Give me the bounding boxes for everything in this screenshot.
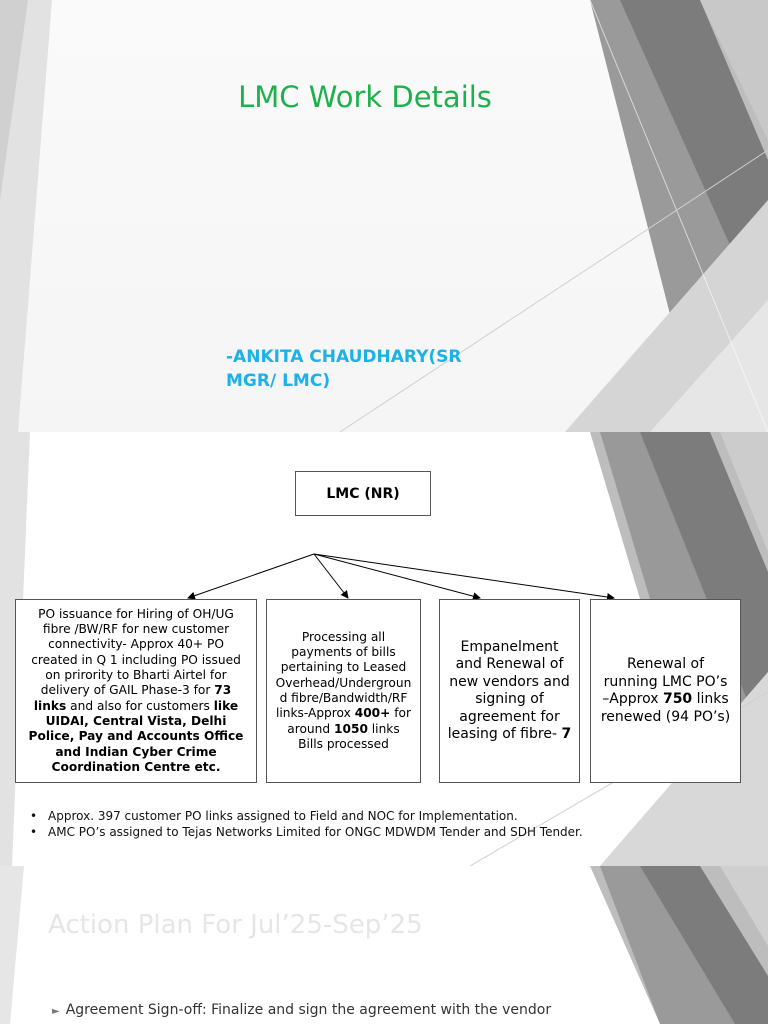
author-line: MGR/ LMC) <box>226 371 331 391</box>
slide-title: Action Plan For Jul’25-Sep’25 <box>48 910 423 940</box>
bullet-item: • AMC PO’s assigned to Tejas Networks Limited for ONGC MDWDM Tender and SDH Tender. <box>28 824 748 840</box>
bullet-item: • Approx. 397 customer PO links assigned to Field and NOC for Implementation. <box>28 808 748 824</box>
facet-background <box>0 866 768 1024</box>
author-line: -ANKITA CHAUDHARY(SR <box>226 347 462 367</box>
renewal-box: Renewal of running LMC PO’s –Approx 750 links renewed (94 PO’s) <box>590 599 741 783</box>
summary-bullets <box>28 808 748 840</box>
empanelment-box: Empanelment and Renewal of new vendors and signing of agreement for leasing of fibre- 7 <box>439 599 580 783</box>
root-node-box: LMC (NR) <box>295 471 431 516</box>
bullet-arrow-icon: ► <box>52 1006 60 1017</box>
title-slide <box>0 0 768 432</box>
action-item: ► Agreement Sign-off: Finalize and sign the agreement with the vendor <box>52 1002 552 1018</box>
po-issuance-box: PO issuance for Hiring of OH/UG fibre /BW/RF for new customer connectivity- Approx 40+ PO created in Q 1 including PO issued on prirority to Bharti Airtel for delivery of GAIL Phase-3 for 73 links and also for customers like UIDAI, Central Vista, Delhi Police, Pay and Accounts Office and Indian Cyber Crime Coordination Centre etc. <box>15 599 257 783</box>
action-plan-slide <box>0 866 768 1024</box>
bill-processing-box: Processing all payments of bills pertaining to Leased Overhead/Undergroun d fibre/Bandwidth/RF links-Approx 400+ for around 1050 links Bills processed <box>266 599 421 783</box>
work-details-slide <box>0 432 768 866</box>
author-name <box>226 345 526 393</box>
connector-lines <box>188 554 614 598</box>
slide-title: LMC Work Details <box>238 80 492 114</box>
